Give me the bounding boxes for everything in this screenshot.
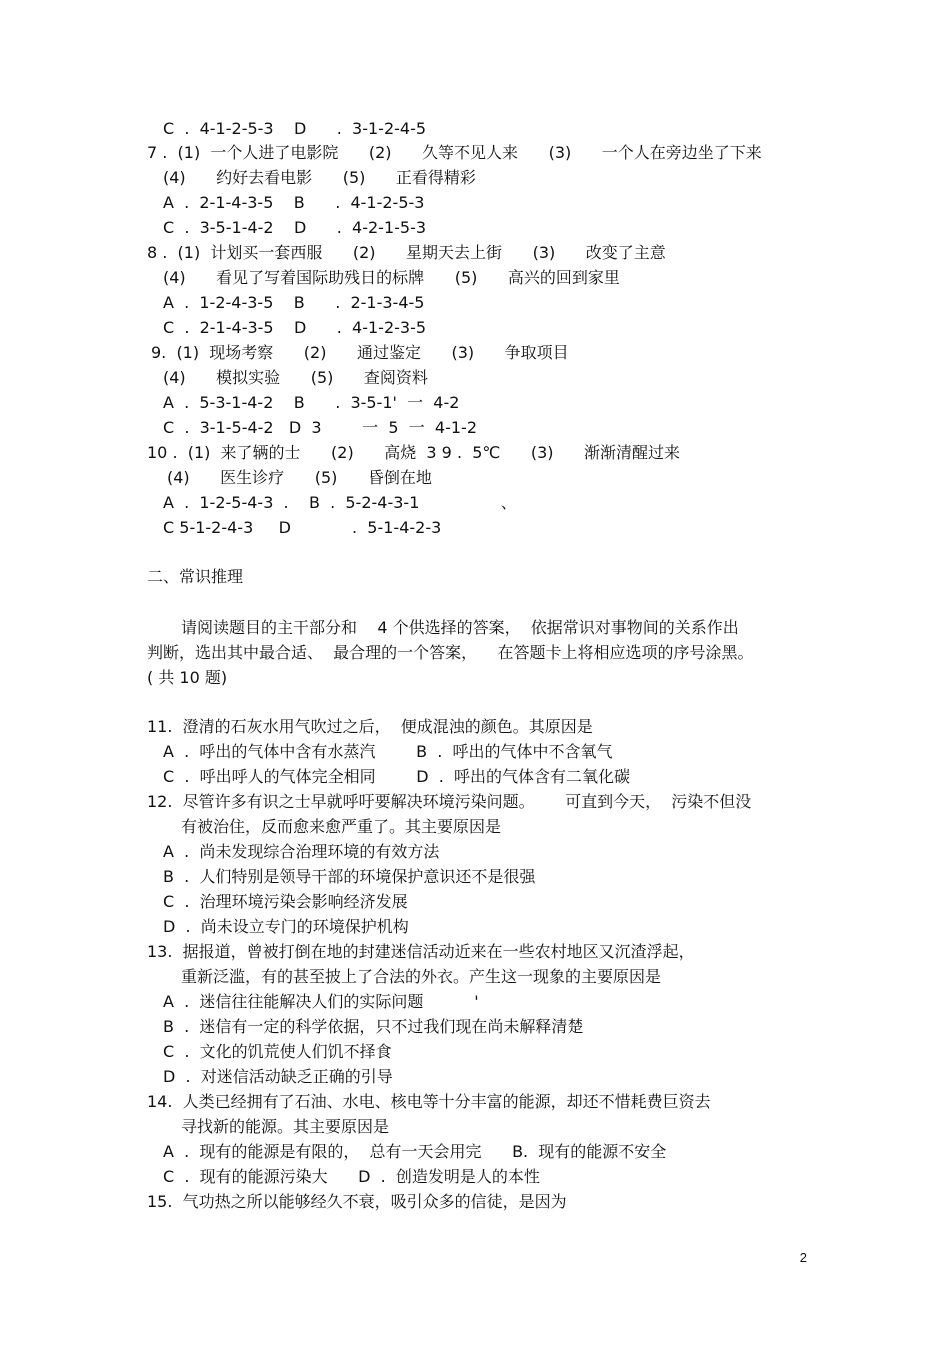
q10-stem-cont: (4) 医生诊疗 (5) 昏倒在地 <box>167 468 432 487</box>
instructions-line-2: 判断，选出其中最合适、 最合理的一个答案， 在答题卡上将相应选项的序号涂黑。 <box>147 643 754 662</box>
q6-options-cd: C . 4-1-2-5-3 D . 3-1-2-4-5 <box>163 119 427 138</box>
instructions-line-1: 请阅读题目的主干部分和 4 个供选择的答案， 依据常识对事物间的关系作出 <box>181 618 739 637</box>
q13-option-c: C . 文化的饥荒使人们饥不择食 <box>163 1042 392 1061</box>
q14-stem: 14. 人类已经拥有了石油、水电、核电等十分丰富的能源，却还不惜耗费巨资去 <box>147 1092 711 1111</box>
q9-stem: 9. (1) 现场考察 (2) 通过鉴定 (3) 争取项目 <box>151 343 569 362</box>
instructions-line-3: ( 共 10 题) <box>147 668 228 687</box>
q11-options-ab: A . 呼出的气体中含有水蒸汽 B . 呼出的气体中不含氧气 <box>163 742 613 761</box>
q14-options-cd: C . 现有的能源污染大 D . 创造发明是人的本性 <box>163 1167 540 1186</box>
page-number: 2 <box>799 1250 807 1265</box>
q9-stem-cont: (4) 模拟实验 (5) 查阅资料 <box>163 368 428 387</box>
q11-stem: 11. 澄清的石灰水用气吹过之后， 便成混浊的颜色。其原因是 <box>147 717 593 736</box>
q9-options-ab: A . 5-3-1-4-2 B . 3-5-1' 一 4-2 <box>163 393 460 412</box>
q12-option-d: D . 尚未设立专门的环境保护机构 <box>163 917 409 936</box>
q7-options-cd: C . 3-5-1-4-2 D . 4-2-1-5-3 <box>163 218 427 237</box>
section-heading: 二、常识推理 <box>147 567 244 586</box>
q8-stem-cont: (4) 看见了写着国际助残日的标牌 (5) 高兴的回到家里 <box>163 268 620 287</box>
q13-option-b: B . 迷信有一定的科学依据，只不过我们现在尚未解释清楚 <box>163 1017 584 1036</box>
q7-stem-cont: (4) 约好去看电影 (5) 正看得精彩 <box>163 168 476 187</box>
q10-stem: 10 . (1) 来了辆的士 (2) 高烧 3 9 . 5℃ (3) 渐渐清醒过来 <box>147 443 681 462</box>
q12-stem: 12. 尽管许多有识之士早就呼吁要解决环境污染问题。 可直到今天， 污染不但没 <box>147 792 752 811</box>
q13-option-a: A . 迷信往往能解决人们的实际问题 ' <box>163 992 479 1011</box>
q7-stem: 7 . (1) 一个人进了电影院 (2) 久等不见人来 (3) 一个人在旁边坐了下来 <box>147 143 762 162</box>
q12-option-a: A . 尚未发现综合治理环境的有效方法 <box>163 842 440 861</box>
q8-stem: 8 . (1) 计划买一套西服 (2) 星期天去上街 (3) 改变了主意 <box>147 243 666 262</box>
q15-stem: 15. 气功热之所以能够经久不衰，吸引众多的信徒，是因为 <box>147 1192 567 1211</box>
q11-options-cd: C . 呼出呼人的气体完全相同 D . 呼出的气体含有二氧化碳 <box>163 767 631 786</box>
q9-options-cd: C . 3-1-5-4-2 D 3 一 5 一 4-1-2 <box>163 418 477 437</box>
q8-options-ab: A . 1-2-4-3-5 B . 2-1-3-4-5 <box>163 293 425 312</box>
q12-option-c: C . 治理环境污染会影响经济发展 <box>163 892 408 911</box>
q14-options-ab: A . 现有的能源是有限的， 总有一天会用完 B. 现有的能源不安全 <box>163 1142 667 1161</box>
q12-option-b: B . 人们特别是领导干部的环境保护意识还不是很强 <box>163 867 536 886</box>
q7-options-ab: A . 2-1-4-3-5 B . 4-1-2-5-3 <box>163 193 425 212</box>
q10-options-cd: C 5-1-2-4-3 D . 5-1-4-2-3 <box>163 518 442 537</box>
q12-stem-cont: 有被治住，反而愈来愈严重了。其主要原因是 <box>181 817 502 836</box>
q14-stem-cont: 寻找新的能源。其主要原因是 <box>181 1117 390 1136</box>
q13-stem: 13. 据报道，曾被打倒在地的封建迷信活动近来在一些农村地区又沉渣浮起， <box>147 942 695 961</box>
q13-stem-cont: 重新泛滥，有的甚至披上了合法的外衣。产生这一现象的主要原因是 <box>181 967 662 986</box>
q8-options-cd: C . 2-1-4-3-5 D . 4-1-2-3-5 <box>163 318 427 337</box>
q10-options-ab: A . 1-2-5-4-3 . B . 5-2-4-3-1 、 <box>163 493 517 512</box>
q13-option-d: D . 对迷信活动缺乏正确的引导 <box>163 1067 393 1086</box>
